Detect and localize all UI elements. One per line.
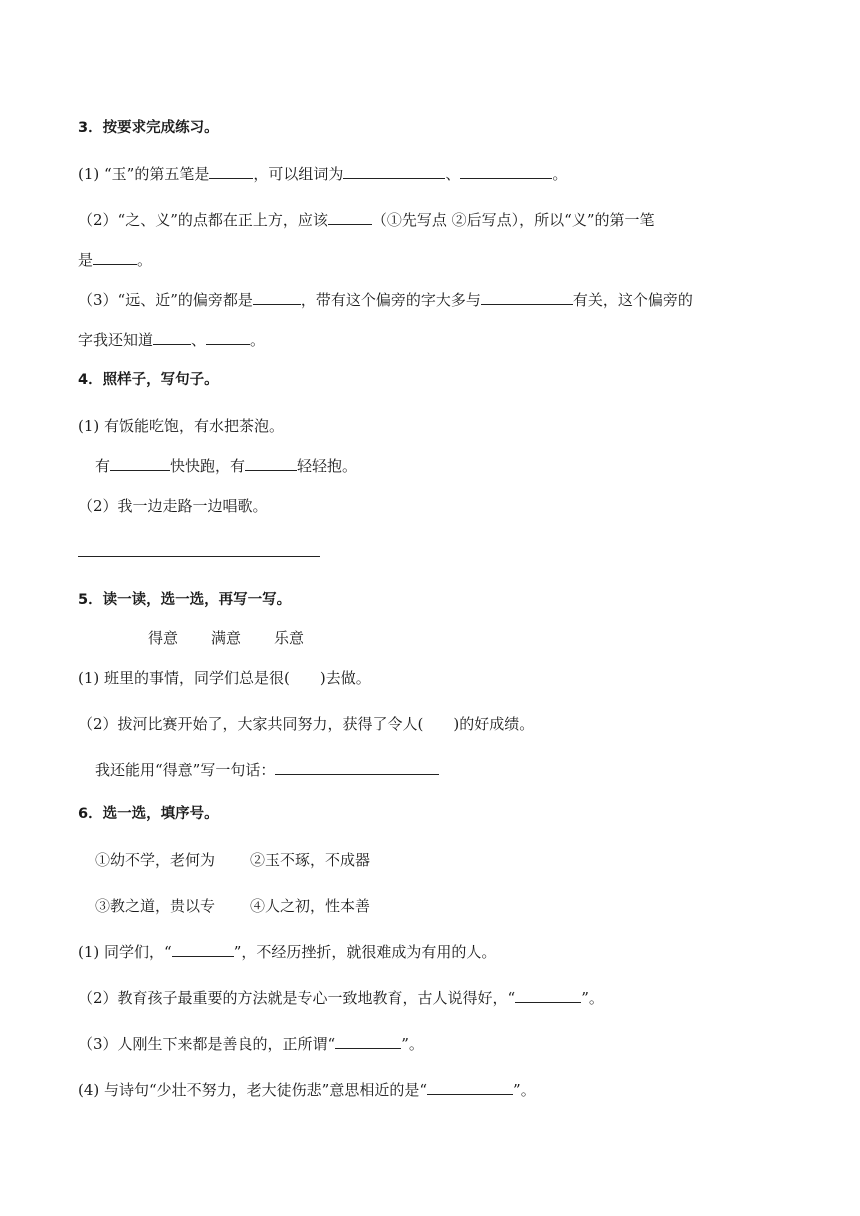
q6-item-2-text-a: （2）教育孩子最重要的方法就是专心一致地教育，古人说得好，“: [78, 989, 516, 1007]
q6-item-3-text-a: （3）人刚生下来都是善良的，正所谓“: [78, 1035, 336, 1053]
q3-item-2-cont: [78, 250, 152, 270]
q6-item-3-text-b: ”。: [401, 1035, 424, 1053]
q5-item-3-text: 我还能用“得意”写一句话：: [95, 761, 276, 779]
word-option-3: 乐意: [274, 629, 305, 647]
q6-item-2: [78, 988, 604, 1008]
q3-item-1: [78, 164, 567, 184]
answer-blank[interactable]: [328, 210, 372, 225]
question-3-heading: 3．按要求完成练习。: [78, 120, 219, 136]
q3-item-3-text-b: ，带有这个偏旁的字大多与: [300, 291, 481, 309]
answer-blank[interactable]: [172, 942, 234, 957]
q3-item-3-text-f: 。: [250, 331, 266, 349]
q4-item-1-fill: [95, 456, 357, 476]
q3-item-1-text-c: 、: [445, 165, 461, 183]
question-4-heading: 4．照样子，写句子。: [78, 372, 219, 388]
word-option-2: 满意: [211, 629, 242, 647]
q4-fill-text-b: 快快跑，有: [170, 457, 246, 475]
q5-item-3: [95, 760, 439, 780]
answer-line[interactable]: [78, 556, 320, 557]
q3-item-2-text-a: （2）“之、义”的点都在正上方，应该: [78, 211, 328, 229]
q6-item-4: [78, 1080, 536, 1100]
q4-item-2: （2）我一边走路一边唱歌。: [78, 497, 268, 515]
word-option-1: 得意: [148, 629, 179, 647]
q3-item-3: [78, 290, 693, 310]
q6-item-2-text-b: ”。: [581, 989, 604, 1007]
option-4: ④人之初，性本善: [250, 897, 371, 915]
q6-item-3: [78, 1034, 424, 1054]
q5-item-2-text-b: )的好成绩。: [453, 715, 535, 733]
answer-blank[interactable]: [245, 456, 297, 471]
q3-item-3-cont: [78, 330, 265, 350]
answer-blank[interactable]: [206, 330, 250, 345]
q3-item-1-text-b: ，可以组词为: [253, 165, 344, 183]
answer-blank[interactable]: [153, 330, 191, 345]
q4-fill-text-c: 轻轻抱。: [297, 457, 358, 475]
q3-item-3-text-e: 、: [191, 331, 207, 349]
answer-blank[interactable]: [515, 988, 581, 1003]
answer-blank[interactable]: [93, 250, 137, 265]
option-1: ①幼不学，老何为: [95, 851, 216, 869]
answer-blank[interactable]: [427, 1080, 513, 1095]
q3-item-2-text-d: 。: [137, 251, 153, 269]
q5-item-2: [78, 714, 534, 734]
q3-item-1-text-a: (1) “玉”的第五笔是: [78, 165, 210, 183]
q3-item-3-text-d: 字我还知道: [78, 331, 154, 349]
q3-item-3-text-a: （3）“远、近”的偏旁都是: [78, 291, 253, 309]
answer-blank[interactable]: [343, 164, 445, 179]
answer-blank[interactable]: [460, 164, 552, 179]
answer-blank[interactable]: [209, 164, 253, 179]
q4-item-1: (1) 有饭能吃饱，有水把茶泡。: [78, 417, 285, 435]
answer-blank[interactable]: [481, 290, 573, 305]
q3-item-3-text-c: 有关，这个偏旁的: [572, 291, 693, 309]
question-6-heading: 6．选一选，填序号。: [78, 806, 219, 822]
answer-blank[interactable]: [253, 290, 301, 305]
q6-item-4-text-a: (4) 与诗句“少壮不努力，老大徒伤悲”意思相近的是“: [78, 1081, 428, 1099]
answer-blank[interactable]: [335, 1034, 401, 1049]
option-3: ③教之道，贵以专: [95, 897, 216, 915]
q5-item-1-text-a: (1) 班里的事情，同学们总是很(: [78, 669, 290, 687]
answer-blank[interactable]: [110, 456, 170, 471]
q6-item-1: [78, 942, 496, 962]
q5-item-1-text-b: )去做。: [319, 669, 371, 687]
answer-blank[interactable]: [275, 760, 439, 775]
option-2: ②玉不琢，不成器: [250, 851, 371, 869]
q6-item-4-text-b: ”。: [513, 1081, 536, 1099]
q3-item-2: [78, 210, 655, 230]
q5-item-2-text-a: （2）拔河比赛开始了，大家共同努力，获得了令人(: [78, 715, 424, 733]
q3-item-1-text-d: 。: [552, 165, 568, 183]
q3-item-2-text-b: （①先写点 ②后写点），所以“义”的第一笔: [371, 211, 655, 229]
q6-item-1-text-a: (1) 同学们，“: [78, 943, 172, 961]
question-5-heading: 5．读一读，选一选，再写一写。: [78, 592, 292, 608]
q3-item-2-text-c: 是: [78, 251, 94, 269]
q6-item-1-text-b: ”，不经历挫折，就很难成为有用的人。: [233, 943, 497, 961]
q5-item-1: [78, 668, 371, 688]
q4-fill-text-a: 有: [95, 457, 111, 475]
